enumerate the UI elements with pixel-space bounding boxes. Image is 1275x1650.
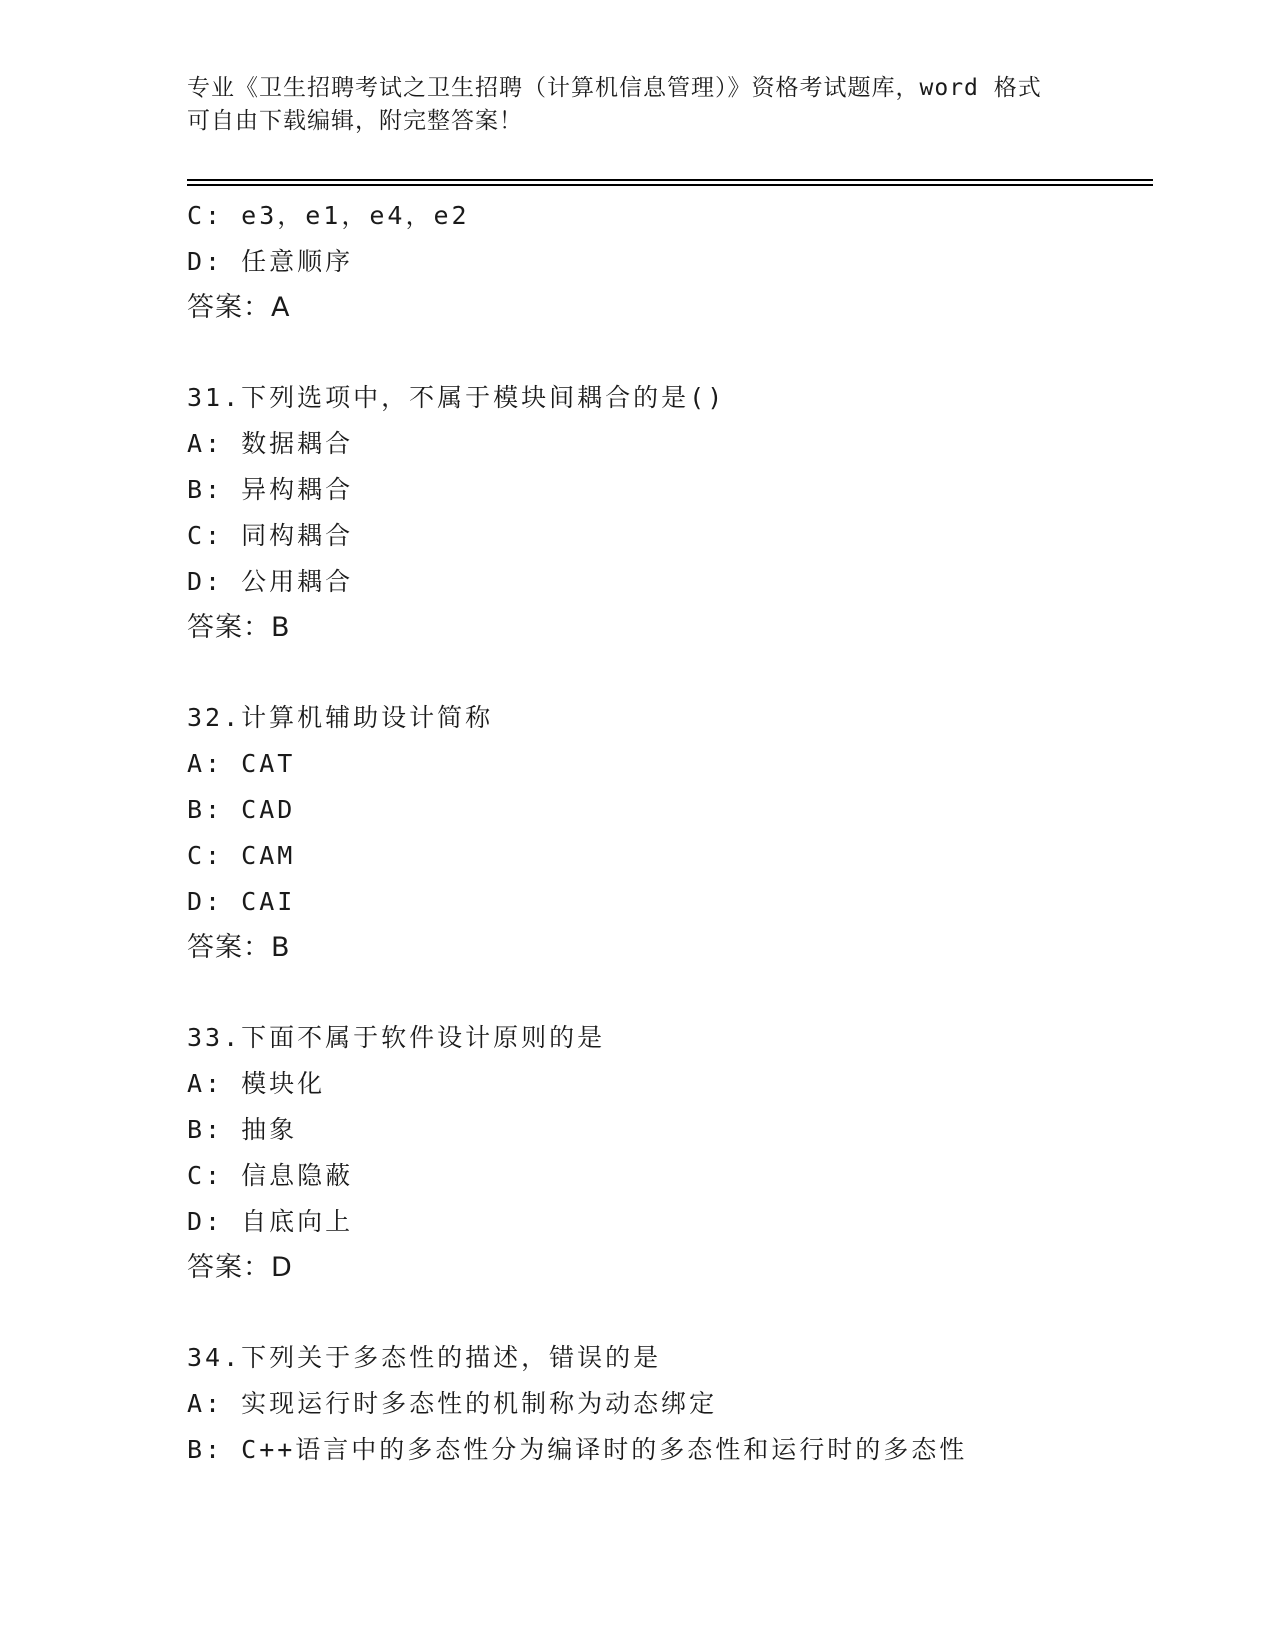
option-c: C: 信息隐蔽 (187, 1161, 354, 1190)
option-b: B: CAD (187, 795, 296, 824)
option-b: B: 异构耦合 (187, 475, 354, 504)
question-31 (187, 375, 1147, 651)
option-a: A: 数据耦合 (187, 429, 354, 458)
question-32 (187, 695, 1147, 971)
option-d: D: CAI (187, 887, 296, 916)
question-list (187, 193, 1147, 1473)
document-header (187, 72, 1087, 138)
option-a: A: 实现运行时多态性的机制称为动态绑定 (187, 1389, 718, 1418)
option-a: A: 模块化 (187, 1069, 326, 1098)
option-c: C: CAM (187, 841, 296, 870)
header-line-1: 专业《卫生招聘考试之卫生招聘（计算机信息管理）》资格考试题库，word 格式 (187, 75, 1042, 101)
answer-line: 答案：B (187, 932, 291, 963)
spacer (187, 331, 1147, 375)
answer-line: 答案：D (187, 1252, 293, 1283)
spacer (187, 651, 1147, 695)
header-rule-top (187, 179, 1153, 181)
option-d: D: 公用耦合 (187, 567, 354, 596)
option-c: C: 同构耦合 (187, 521, 354, 550)
spacer (187, 971, 1147, 1015)
spacer (187, 1291, 1147, 1335)
question-stem: 32.计算机辅助设计简称 (187, 703, 494, 732)
question-33 (187, 1015, 1147, 1291)
option-b: B: 抽象 (187, 1115, 298, 1144)
question-34 (187, 1335, 1147, 1473)
question-continued (187, 193, 1147, 331)
header-rule-bottom (187, 184, 1153, 186)
option-a: A: CAT (187, 749, 296, 778)
option-d: D: 自底向上 (187, 1207, 354, 1236)
question-stem: 31.下列选项中，不属于模块间耦合的是() (187, 383, 726, 412)
question-stem: 34.下列关于多态性的描述，错误的是 (187, 1343, 662, 1372)
question-stem: 33.下面不属于软件设计原则的是 (187, 1023, 606, 1052)
option-c: C: e3，e1，e4，e2 (187, 201, 470, 230)
answer-line: 答案：A (187, 292, 291, 323)
option-d: D: 任意顺序 (187, 247, 354, 276)
header-line-2: 可自由下载编辑，附完整答案！ (187, 108, 523, 134)
answer-line: 答案：B (187, 612, 291, 643)
option-b: B: C++语言中的多态性分为编译时的多态性和运行时的多态性 (187, 1435, 968, 1464)
